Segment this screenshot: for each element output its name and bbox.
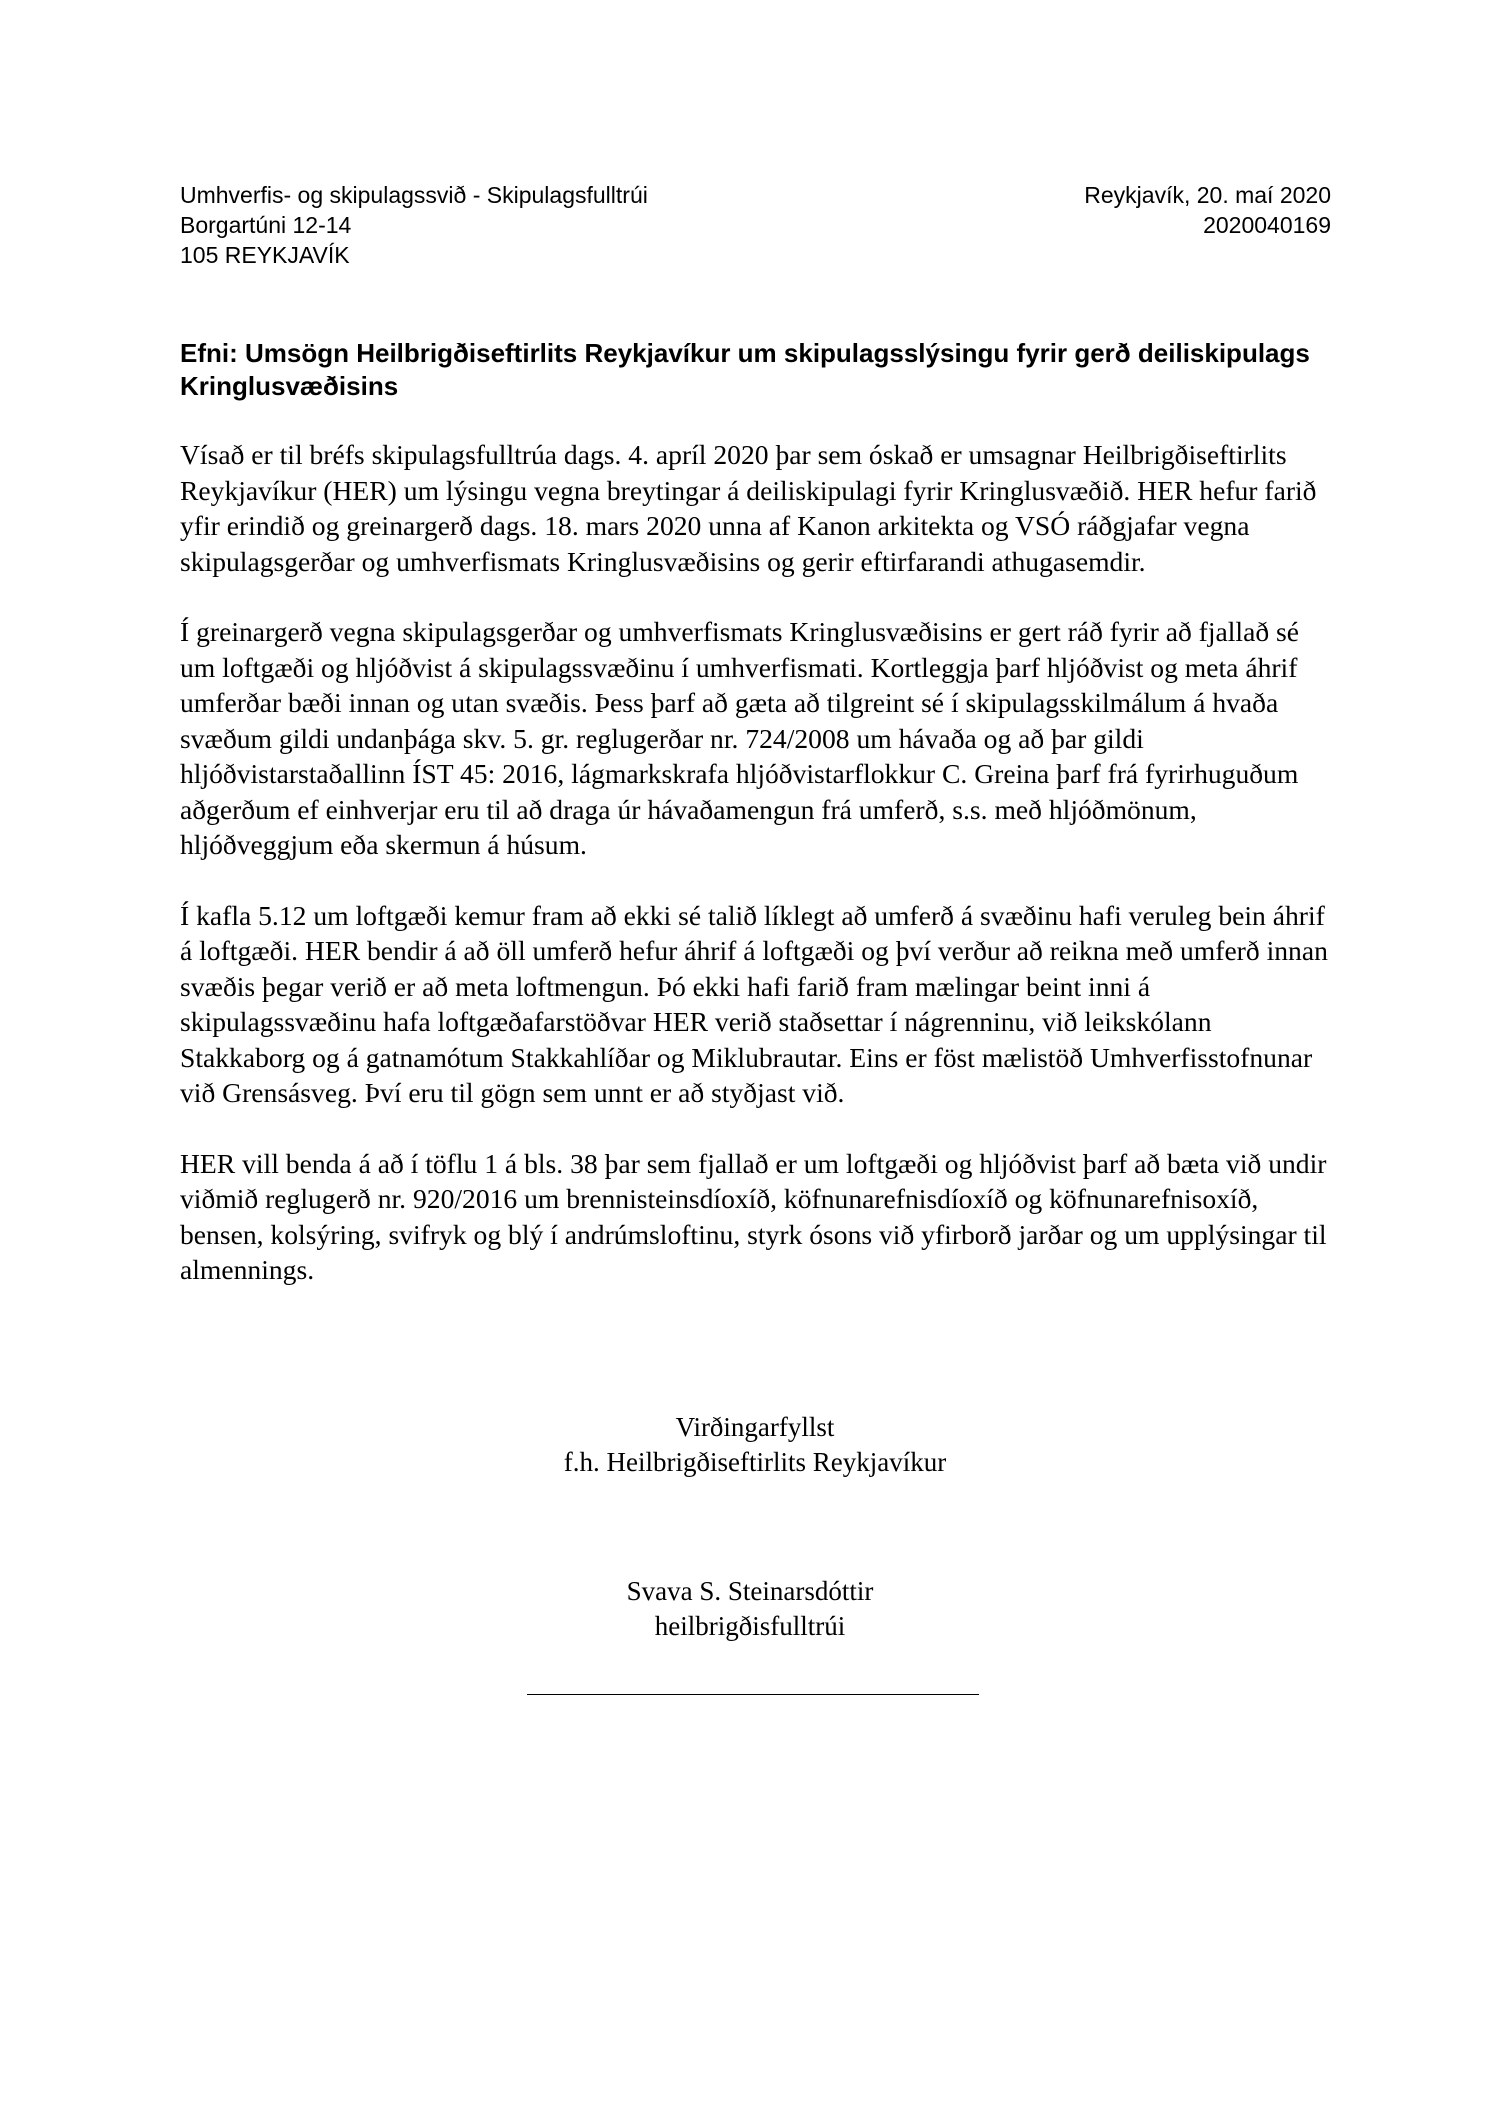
case-number: 2020040169	[1203, 212, 1331, 238]
signer-name: Svava S. Steinarsdóttir	[626, 1576, 874, 1606]
paragraph-1: Vísað er til bréfs skipulagsfulltrúa dags. 4. apríl 2020 þar sem óskað er umsagnar Heilbrigðiseftirlits Reykjavíkur (HER) um lýsingu vegna breytingar á deiliskipulagi fyrir Kringlusvæðið. HER hefur farið yfir erindið og greinargerð dags. 18. mars 2020 unna af Kanon arkitekta og VSÓ ráðgjafar vegna skipulagsgerðar og umhverfismats Kringlusvæðisins og gerir eftirfarandi athugasemdir.	[180, 439, 1317, 577]
salutation: Virðingarfyllst	[675, 1412, 835, 1442]
paragraph-3: Í kafla 5.12 um loftgæði kemur fram að ekki sé talið líklegt að umferð á svæðinu hafi veruleg bein áhrif á loftgæði. HER bendir á að öll umferð hefur áhrif á loftgæði og því verður að reikna með umferð innan svæðis þegar verið er að meta loftmengun. Þó ekki hafi farið fram mælingar beint inni á skipulagssvæðinu hafa loftgæðafarstöðvar HER verið staðsettar í nágrenninu, við leikskólann Stakkaborg og á gatnamótum Stakkahlíðar og Miklubrautar. Eins er föst mælistöð Umhverfisstofnunar við Grensásveg. Því eru til gögn sem unnt er að styðjast við.	[180, 899, 1328, 1108]
date-block	[1084, 180, 1331, 240]
signature-line	[527, 1694, 979, 1695]
on-behalf-of: f.h. Heilbrigðiseftirlits Reykjavíkur	[563, 1447, 947, 1477]
paragraph-4: HER vill benda á að í töflu 1 á bls. 38 þar sem fjallað er um loftgæði og hljóðvist þarf að bæta við undir viðmið reglugerð nr. 920/2016 um brennisteinsdíoxíð, köfnunarefnisdíoxíð og köfnunarefnisoxíð, bensen, kolsýring, svifryk og blý í andrúmsloftinu, styrk ósons við yfirborð jarðar og um upplýsingar til almennings.	[180, 1147, 1327, 1285]
subject-heading: Efni: Umsögn Heilbrigðiseftirlits Reykjavíkur um skipulagsslýsingu fyrir gerð deiliskipulags Kringlusvæðisins	[180, 338, 1310, 401]
letter-body	[180, 437, 1340, 1323]
paragraph-2: Í greinargerð vegna skipulagsgerðar og umhverfismats Kringlusvæðisins er gert ráð fyrir að fjallað sé um loftgæði og hljóðvist á skipulagssvæðinu í umhverfismati. Kortleggja þarf hljóðvist og meta áhrif umferðar bæði innan og utan svæðis. Þess þarf að gæta að tilgreint sé í skipulagsskilmálum á hvaða svæðum gildi undanþága skv. 5. gr. reglugerðar nr. 724/2008 um hávaða og að þar gildi hljóðvistarstaðallinn ÍST 45: 2016, lágmarkskrafa hljóðvistarflokkur C. Greina þarf frá fyrirhuguðum aðgerðum ef einhverjar eru til að draga úr hávaðamengun frá umferð, s.s. með hljóðmönum, hljóðveggjum eða skermun á húsum.	[180, 616, 1300, 860]
signer-title: heilbrigðisfulltrúi	[654, 1611, 846, 1641]
letter-date: Reykjavík, 20. maí 2020	[1084, 182, 1331, 208]
address-line-street: Borgartúni 12-14	[180, 212, 352, 238]
address-line-department: Umhverfis- og skipulagssvið - Skipulagsfulltrúi	[180, 182, 648, 208]
closing-block	[5, 1410, 1500, 1480]
signer-block	[0, 1574, 1500, 1644]
recipient-address	[180, 180, 648, 270]
address-line-city: 105 REYKJAVÍK	[180, 242, 350, 268]
